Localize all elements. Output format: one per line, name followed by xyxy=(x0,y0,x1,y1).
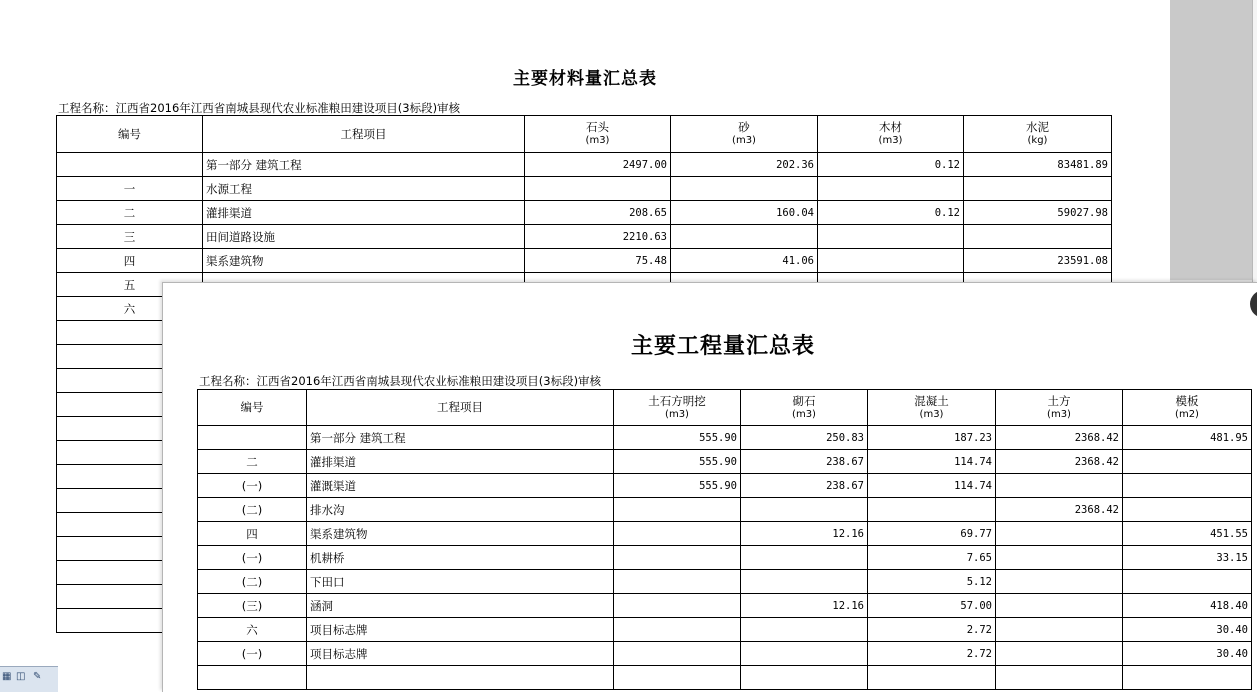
row-item: 水源工程 xyxy=(203,177,525,201)
table-row xyxy=(57,249,1112,273)
cell-masonry xyxy=(741,498,868,522)
row-number: 三 xyxy=(57,225,203,249)
header-cell: 工程项目 xyxy=(307,390,614,426)
table-row xyxy=(57,153,1112,177)
works-header-row xyxy=(198,390,1252,426)
cell-masonry xyxy=(741,546,868,570)
cell-excavation: 555.90 xyxy=(614,474,741,498)
row-number: (二) xyxy=(198,570,307,594)
cell-concrete: 2.72 xyxy=(868,642,996,666)
cell-timber xyxy=(818,177,964,201)
row-number xyxy=(198,426,307,450)
cell-formwork xyxy=(1123,498,1252,522)
row-number: (一) xyxy=(198,474,307,498)
row-item: 田间道路设施 xyxy=(203,225,525,249)
cell-earthwork xyxy=(996,570,1123,594)
table-row xyxy=(198,666,1252,690)
cell-masonry: 238.67 xyxy=(741,474,868,498)
header-cell: 编号 xyxy=(198,390,307,426)
cell-formwork: 481.95 xyxy=(1123,426,1252,450)
header-cell: 水泥 (kg) xyxy=(964,116,1112,153)
cell-sand: 202.36 xyxy=(671,153,818,177)
grid-icon[interactable]: ▦ xyxy=(2,671,12,682)
row-number: 四 xyxy=(57,249,203,273)
table-row xyxy=(198,594,1252,618)
wrench-icon[interactable]: ✎ xyxy=(33,671,42,682)
row-item: 项目标志牌 xyxy=(307,642,614,666)
cell-masonry xyxy=(741,642,868,666)
row-item: 灌溉渠道 xyxy=(307,474,614,498)
cell-sand xyxy=(671,177,818,201)
header-cell: 模板 (m2) xyxy=(1123,390,1252,426)
cell-excavation xyxy=(614,594,741,618)
cell-concrete: 57.00 xyxy=(868,594,996,618)
cell-concrete: 114.74 xyxy=(868,474,996,498)
cell-earthwork xyxy=(996,522,1123,546)
cell-earthwork xyxy=(996,618,1123,642)
row-number: 四 xyxy=(198,522,307,546)
table-row xyxy=(198,426,1252,450)
row-number: (二) xyxy=(198,498,307,522)
cell-excavation xyxy=(614,618,741,642)
header-cell: 混凝土 (m3) xyxy=(868,390,996,426)
header-cell: 石头 (m3) xyxy=(525,116,671,153)
cell-stone xyxy=(525,177,671,201)
cell-formwork: 418.40 xyxy=(1123,594,1252,618)
row-number: 一 xyxy=(57,177,203,201)
header-cell: 砂 (m3) xyxy=(671,116,818,153)
table-row xyxy=(198,474,1252,498)
cell-formwork: 33.15 xyxy=(1123,546,1252,570)
row-item: 灌排渠道 xyxy=(307,450,614,474)
cell-concrete: 5.12 xyxy=(868,570,996,594)
cell-excavation xyxy=(614,570,741,594)
cell-cement xyxy=(964,177,1112,201)
cell-earthwork xyxy=(996,594,1123,618)
works-table xyxy=(197,389,1252,690)
cell-earthwork: 2368.42 xyxy=(996,450,1123,474)
cell-sand xyxy=(671,225,818,249)
table-row xyxy=(57,177,1112,201)
scrollbar-thumb[interactable] xyxy=(1170,0,1254,280)
table-row xyxy=(198,546,1252,570)
cell-concrete: 7.65 xyxy=(868,546,996,570)
row-item: 项目标志牌 xyxy=(307,618,614,642)
row-item: 涵洞 xyxy=(307,594,614,618)
cell-excavation: 555.90 xyxy=(614,426,741,450)
cell-cement xyxy=(964,225,1112,249)
cell-masonry: 12.16 xyxy=(741,594,868,618)
row-item: 第一部分 建筑工程 xyxy=(307,426,614,450)
table-row xyxy=(198,618,1252,642)
row-number: 六 xyxy=(198,618,307,642)
materials-project-line: 工程名称：江西省2016年江西省南城县现代农业标准粮田建设项目(3标段)审核 xyxy=(58,101,461,115)
row-item: 排水沟 xyxy=(307,498,614,522)
cell-stone: 2210.63 xyxy=(525,225,671,249)
cell-cement: 23591.08 xyxy=(964,249,1112,273)
cell-earthwork xyxy=(996,474,1123,498)
cell-sand: 41.06 xyxy=(671,249,818,273)
cell-excavation: 555.90 xyxy=(614,450,741,474)
works-project-line: 工程名称：江西省2016年江西省南城县现代农业标准粮田建设项目(3标段)审核 xyxy=(199,374,602,388)
row-item: 下田口 xyxy=(307,570,614,594)
cell-formwork xyxy=(1123,570,1252,594)
materials-sheet-title: 主要材料量汇总表 xyxy=(513,69,657,89)
header-cell: 土石方明挖 (m3) xyxy=(614,390,741,426)
header-cell: 砌石 (m3) xyxy=(741,390,868,426)
cell-earthwork: 2368.42 xyxy=(996,498,1123,522)
row-item: 灌排渠道 xyxy=(203,201,525,225)
table-row xyxy=(198,522,1252,546)
row-number: 五 xyxy=(57,273,203,297)
row-number: 二 xyxy=(198,450,307,474)
header-cell: 土方 (m3) xyxy=(996,390,1123,426)
cell-masonry: 238.67 xyxy=(741,450,868,474)
cell-cement: 83481.89 xyxy=(964,153,1112,177)
cell-excavation xyxy=(614,498,741,522)
works-summary-sheet xyxy=(162,282,1257,692)
cell-formwork xyxy=(1123,474,1252,498)
cell-concrete: 2.72 xyxy=(868,618,996,642)
cell-cement: 59027.98 xyxy=(964,201,1112,225)
row-number xyxy=(57,153,203,177)
header-cell: 编号 xyxy=(57,116,203,153)
row-item: 渠系建筑物 xyxy=(203,249,525,273)
cell-stone: 2497.00 xyxy=(525,153,671,177)
cell-concrete: 114.74 xyxy=(868,450,996,474)
header-cell: 工程项目 xyxy=(203,116,525,153)
cell-concrete: 187.23 xyxy=(868,426,996,450)
cell-formwork: 30.40 xyxy=(1123,618,1252,642)
row-number: 二 xyxy=(57,201,203,225)
cell-formwork: 451.55 xyxy=(1123,522,1252,546)
table-row xyxy=(198,450,1252,474)
row-number: (三) xyxy=(198,594,307,618)
table-row xyxy=(57,225,1112,249)
table-row xyxy=(198,642,1252,666)
split-icon[interactable]: ◫ xyxy=(16,671,26,682)
cell-sand: 160.04 xyxy=(671,201,818,225)
cell-excavation xyxy=(614,642,741,666)
cell-concrete: 69.77 xyxy=(868,522,996,546)
cell-formwork xyxy=(1123,450,1252,474)
cell-earthwork xyxy=(996,642,1123,666)
row-item: 第一部分 建筑工程 xyxy=(203,153,525,177)
cell-stone: 75.48 xyxy=(525,249,671,273)
row-item: 机耕桥 xyxy=(307,546,614,570)
table-row xyxy=(198,498,1252,522)
cell-formwork: 30.40 xyxy=(1123,642,1252,666)
table-row xyxy=(198,570,1252,594)
cell-earthwork xyxy=(996,546,1123,570)
cell-masonry xyxy=(741,570,868,594)
cell-timber xyxy=(818,249,964,273)
cell-excavation xyxy=(614,522,741,546)
works-sheet-title: 主要工程量汇总表 xyxy=(630,333,815,359)
cell-masonry: 12.16 xyxy=(741,522,868,546)
cell-timber: 0.12 xyxy=(818,153,964,177)
row-item: 渠系建筑物 xyxy=(307,522,614,546)
cell-stone: 208.65 xyxy=(525,201,671,225)
cell-earthwork: 2368.42 xyxy=(996,426,1123,450)
table-row xyxy=(57,201,1112,225)
cell-timber xyxy=(818,225,964,249)
cell-masonry: 250.83 xyxy=(741,426,868,450)
cell-masonry xyxy=(741,618,868,642)
cell-concrete xyxy=(868,498,996,522)
row-number: 六 xyxy=(57,297,203,321)
materials-header-row xyxy=(57,116,1112,153)
header-cell: 木材 (m3) xyxy=(818,116,964,153)
cell-timber: 0.12 xyxy=(818,201,964,225)
cell-excavation xyxy=(614,546,741,570)
row-number: (一) xyxy=(198,642,307,666)
row-number: (一) xyxy=(198,546,307,570)
